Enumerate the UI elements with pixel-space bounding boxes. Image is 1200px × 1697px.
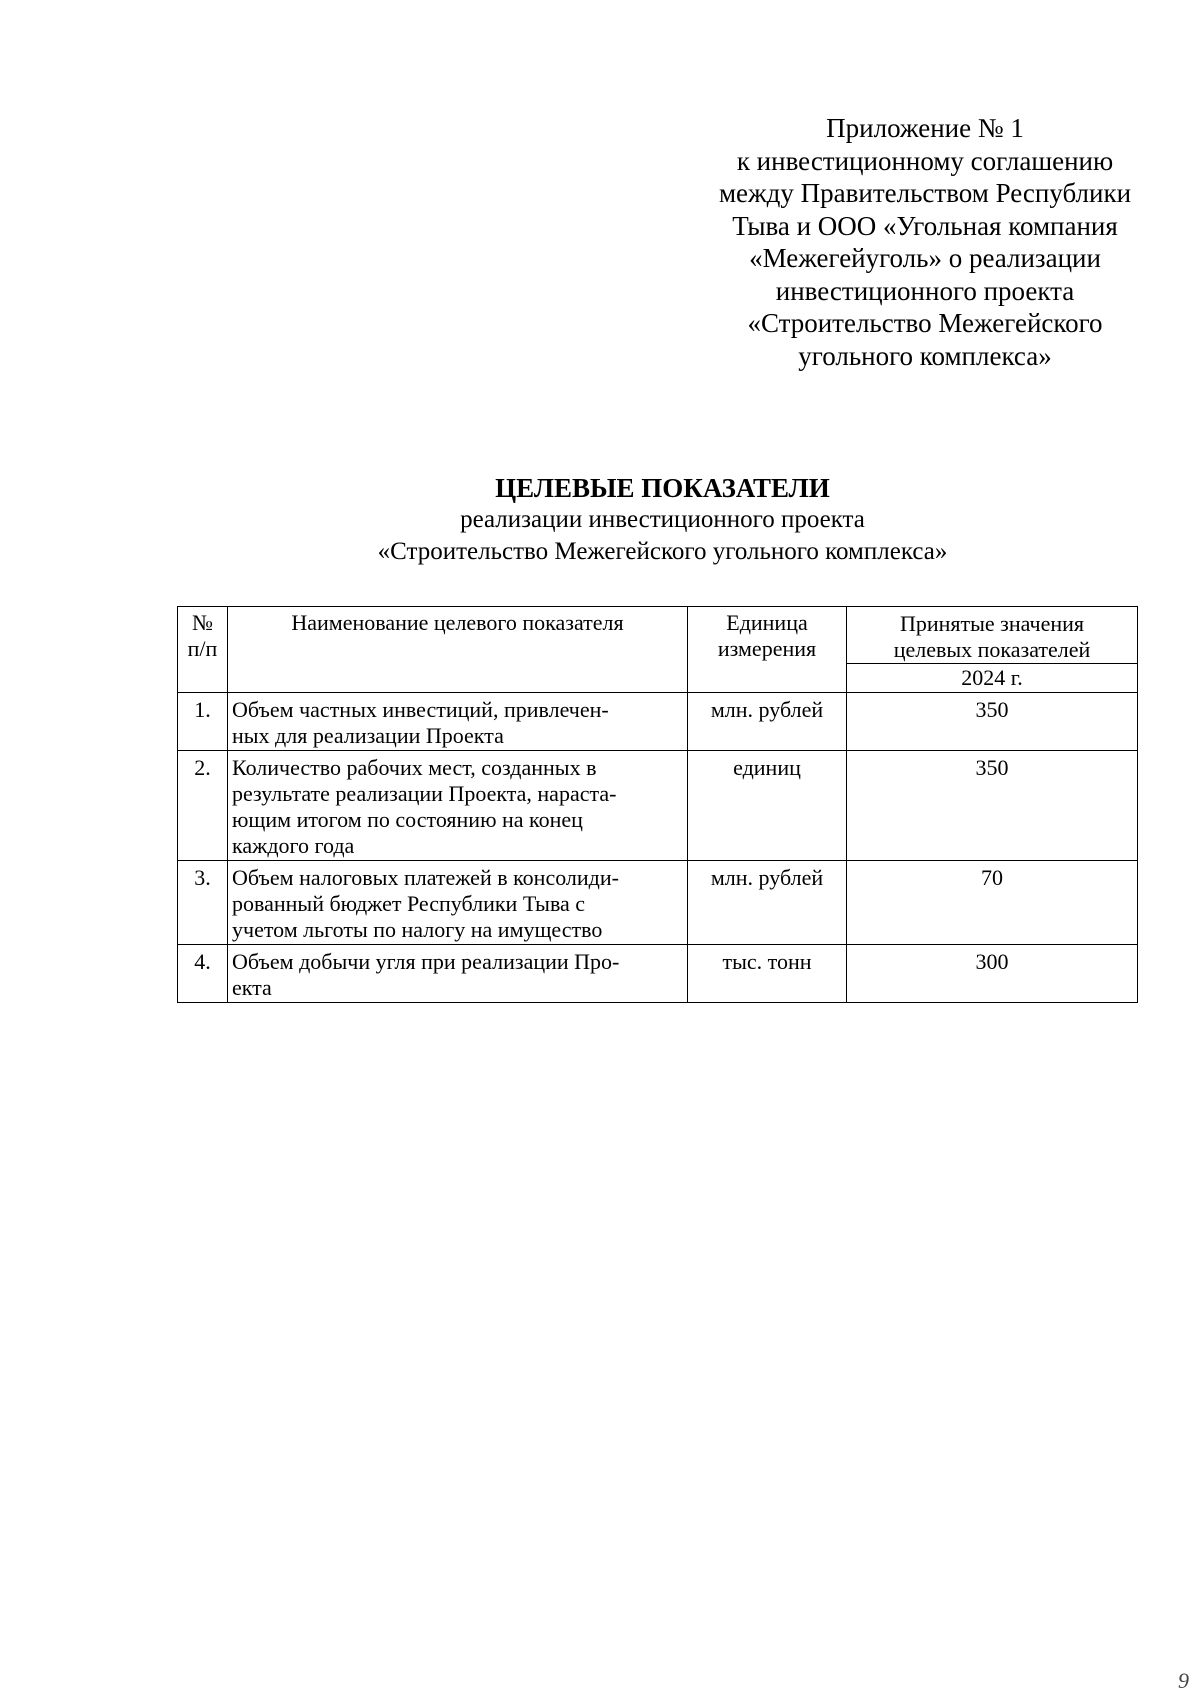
header-num-line: № bbox=[192, 610, 213, 635]
row-unit: единиц bbox=[688, 751, 847, 861]
row-name bbox=[228, 693, 688, 751]
document-title: ЦЕЛЕВЫЕ ПОКАЗАТЕЛИ bbox=[495, 473, 830, 503]
header-unit bbox=[688, 607, 847, 693]
row-unit: млн. рублей bbox=[688, 861, 847, 945]
appendix-line: к инвестиционному соглашению bbox=[736, 145, 1114, 176]
appendix-line: Тыва и ООО «Угольная компания bbox=[732, 210, 1118, 241]
appendix-line: угольного комплекса» bbox=[798, 340, 1052, 371]
target-indicators-table bbox=[177, 606, 1138, 1003]
table-row bbox=[178, 861, 1138, 945]
table-header-row bbox=[178, 607, 1138, 664]
header-num-line: п/п bbox=[187, 636, 218, 661]
row-name-line: каждого года bbox=[232, 833, 355, 858]
row-num: 1. bbox=[178, 693, 228, 751]
header-num bbox=[178, 607, 228, 693]
row-num: 3. bbox=[178, 861, 228, 945]
row-name bbox=[228, 945, 688, 1003]
row-name-line: ных для реализации Проекта bbox=[232, 723, 504, 748]
document-title-block bbox=[0, 472, 1200, 567]
appendix-line: между Правительством Республики bbox=[718, 178, 1132, 208]
page-number-mark: 9 bbox=[1178, 1668, 1189, 1693]
row-name-line: рованный бюджет Республики Тыва с bbox=[232, 891, 586, 916]
header-year: 2024 г. bbox=[847, 664, 1138, 693]
appendix-heading bbox=[680, 112, 1170, 372]
header-unit-line: измерения bbox=[717, 636, 817, 661]
row-value: 350 bbox=[847, 751, 1138, 861]
header-value-line: Принятые значения bbox=[899, 611, 1085, 636]
row-name-line: екта bbox=[232, 975, 272, 1000]
header-name: Наименование целевого показателя bbox=[228, 607, 688, 693]
document-subtitle-line-2: «Строительство Межегейского угольного комплекса» bbox=[377, 537, 948, 565]
row-name-line: Объем добычи угля при реализации Про- bbox=[232, 949, 620, 974]
row-name-line: Объем налоговых платежей в консолиди- bbox=[232, 865, 619, 890]
row-name-line: результате реализации Проекта, нараста- bbox=[232, 781, 617, 806]
header-unit-line: Единица bbox=[726, 610, 808, 635]
row-name-line: Объем частных инвестиций, привлечен- bbox=[232, 697, 609, 722]
row-value: 350 bbox=[847, 693, 1138, 751]
table-row bbox=[178, 945, 1138, 1003]
row-name-line: ющим итогом по состоянию на конец bbox=[232, 807, 583, 832]
document-subtitle-line-1: реализации инвестиционного проекта bbox=[460, 506, 865, 533]
row-value: 300 bbox=[847, 945, 1138, 1003]
table-row bbox=[178, 751, 1138, 861]
appendix-line: Приложение № 1 bbox=[826, 113, 1024, 143]
row-num: 4. bbox=[178, 945, 228, 1003]
row-name bbox=[228, 751, 688, 861]
appendix-line: «Строительство Межегейского bbox=[747, 308, 1103, 338]
row-name-line: Количество рабочих мест, созданных в bbox=[232, 755, 597, 780]
row-num: 2. bbox=[178, 751, 228, 861]
row-name-line: учетом льготы по налогу на имущество bbox=[232, 917, 603, 942]
row-unit: млн. рублей bbox=[688, 693, 847, 751]
appendix-line: «Межегейуголь» о реализации bbox=[749, 243, 1101, 273]
row-value: 70 bbox=[847, 861, 1138, 945]
table-row bbox=[178, 693, 1138, 751]
appendix-line: инвестиционного проекта bbox=[775, 275, 1075, 306]
row-unit: тыс. тонн bbox=[688, 945, 847, 1003]
header-value-line: целевых показателей bbox=[893, 637, 1091, 662]
row-name bbox=[228, 861, 688, 945]
header-value bbox=[847, 607, 1138, 664]
